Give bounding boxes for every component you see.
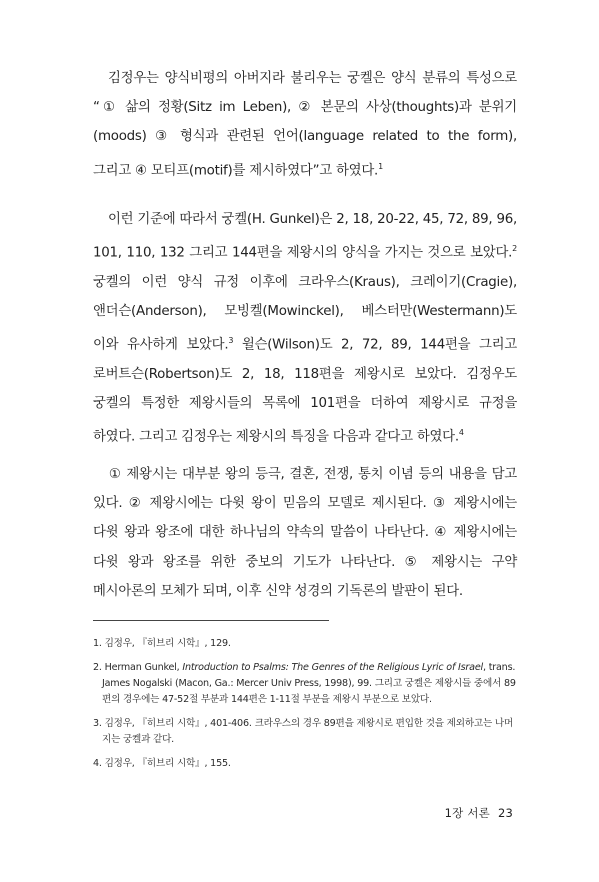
footnotes: [93, 628, 519, 772]
running-section-title: 1장 서론: [444, 806, 490, 820]
footnote-ref-3: 3: [228, 336, 234, 346]
footnote-1: 1. 김정우, 『히브리 시학』, 129.: [93, 638, 231, 649]
paragraph-royal-psalms-list: [93, 205, 517, 452]
footnote-ref-4: 4: [458, 428, 464, 438]
paragraph-text: 궁켈의 이런 양식 규정 이후에 크라우스(Kraus), 크레이기(Cragie), 앤더슨(Anderson), 모빙켈(Mowinckel), 베스터만(Westermann)도 이와 유사하게 보았다.: [93, 274, 517, 353]
paragraph-gunkel-form-criteria: [93, 64, 517, 185]
page-number: 23: [497, 806, 513, 820]
footnote-2: [93, 660, 519, 708]
footnote-divider: [93, 620, 329, 621]
footnote-3: 3. 김정우, 『히브리 시학』, 401-406. 크라우스의 경우 89편을 제왕시로 편입한 것을 제외하고는 나머지는 궁켈과 같다.: [93, 718, 514, 745]
footnote-ref-1: 1: [378, 161, 383, 171]
paragraph-text: 윌슨(Wilson)도 2, 72, 89, 144편을 그리고 로버트슨(Robertson)도 2, 18, 118편을 제왕시로 보았다. 김정우도 궁켈의 특정한 제왕시들의 목록에 101편을 더하여 제왕시로 규정을 하였다. 그리고 김정우는 제왕시의 특징을 다음과 같다고 하였다.: [93, 337, 517, 445]
footnote-2-rest: , trans. James Nogalski (Macon, Ga.: Mercer Univ Press, 1998), 99. 그리고 궁켈은 제왕시들 중에서 89편의 경우에는 47-52절 부분과 144편은 1-11절 부분을 제왕시 부분으로 보았다.: [102, 662, 516, 705]
paragraph-text: 김정우는 양식비평의 아버지라 불리우는 궁켈은 양식 분류의 특성으로 “① 삶의 정황(Sitz im Leben), ② 본문의 사상(thoughts)과 분위기(moods) ③ 형식과 관련된 언어(language related to the form), 그리고 ④ 모티프(motif)를 제시하였다”고 하였다.: [93, 71, 517, 179]
paragraph-text: ① 제왕시는 대부분 왕의 등극, 결혼, 전쟁, 통치 이념 등의 내용을 담고 있다. ② 제왕시에는 다윗 왕이 믿음의 모델로 제시된다. ③ 제왕시에는 다윗 왕과 왕조에 대한 하나님의 약속의 말씀이 나타난다. ④ 제왕시에는 다윗 왕과 왕조를 위한 중보의 기도가 나타난다. ⑤ 제왕시는 구약 메시아론의 모체가 되며, 이후 신약 성경의 기독론의 발판이 된다.: [93, 467, 517, 599]
footnote-ref-2: 2: [512, 244, 517, 254]
paragraph-royal-psalms-features: [93, 460, 517, 606]
page-footer: [445, 805, 513, 821]
paragraph-text: 이런 기준에 따라서 궁켈(H. Gunkel)은 2, 18, 20-22, 45, 72, 89, 96, 101, 110, 132 그리고 144편을 제왕시의 양식을 가지는 것으로 보았다.: [93, 212, 517, 261]
footnote-2-book-title: Introduction to Psalms: The Genres of the Religious Lyric of Israel: [182, 662, 483, 673]
footnote-2-lead: 2. Herman Gunkel,: [93, 662, 183, 673]
footnote-4: 4. 김정우, 『히브리 시학』, 155.: [93, 758, 231, 769]
